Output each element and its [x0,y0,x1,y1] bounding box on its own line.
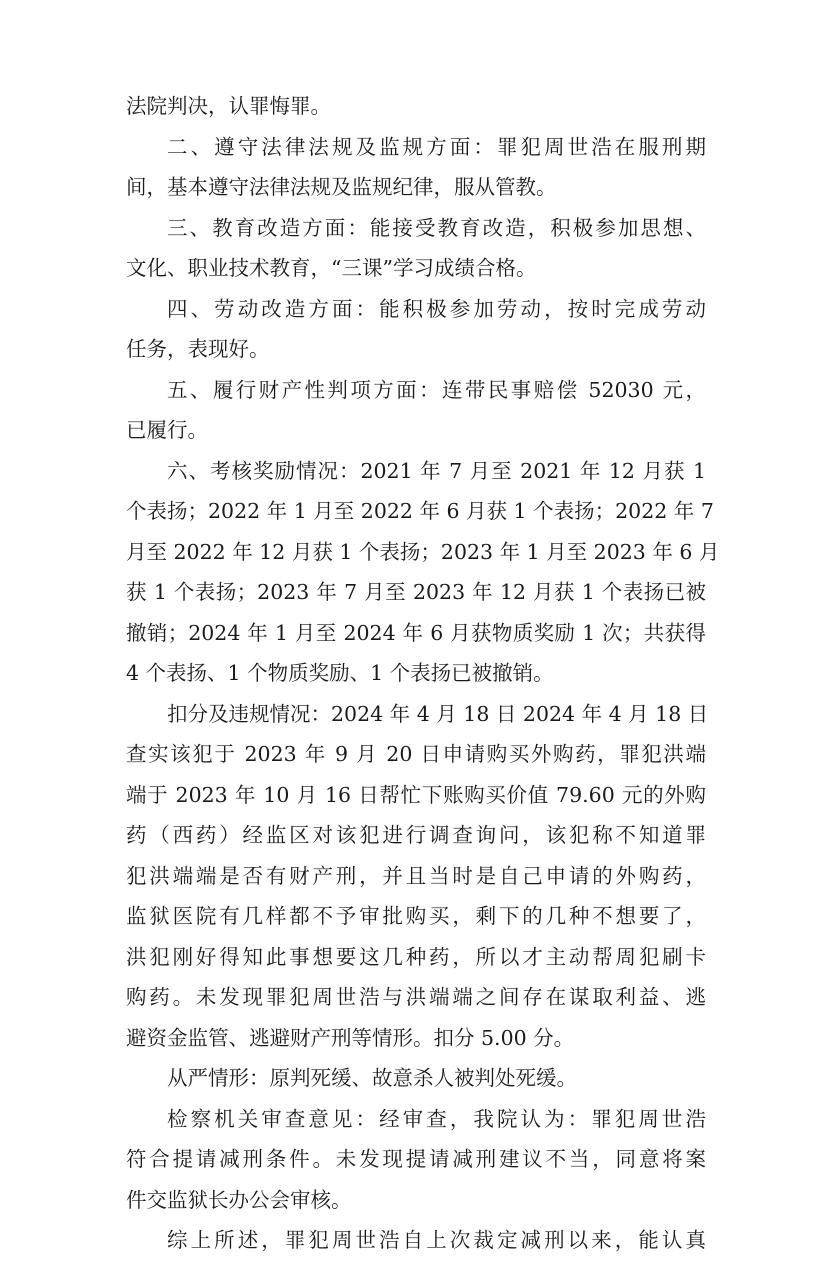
text-line: 避资金监管、逃避财产刑等情形。扣分 5.00 分。 [126,1025,575,1050]
text-line: 三、教育改造方面：能接受教育改造，积极参加思想、 [167,215,706,240]
text-line: 获 1 个表扬；2023 年 7 月至 2023 年 12 月获 1 个表扬已被 [126,580,706,604]
text-line: 六、考核奖励情况：2021 年 7 月至 2021 年 12 月获 1 [167,458,706,483]
text-line: 购药。未发现罪犯周世浩与洪端端之间存在谋取利益、逃 [126,985,706,1009]
text-line: 件交监狱长办公会审核。 [126,1187,352,1212]
text-line: 洪犯刚好得知此事想要这几种药，所以才主动帮周犯刷卡 [126,944,706,969]
text-line: 任务，表现好。 [126,337,270,361]
text-line: 撤销；2024 年 1 月至 2024 年 6 月获物质奖励 1 次；共获得 [126,620,706,645]
text-line: 从严情形：原判死缓、故意杀人被判处死缓。 [167,1066,577,1090]
text-line: 文化、职业技术教育，“三课”学习成绩合格。 [126,256,537,280]
text-line: 个表扬；2022 年 1 月至 2022 年 6 月获 1 个表扬；2022 年 7 [126,499,714,523]
text-line: 犯洪端端是否有财产刑，并且当时是自己申请的外购药， [126,863,706,888]
text-line: 查实该犯于 2023 年 9 月 20 日申请购买外购药，罪犯洪端 [126,742,706,766]
text-line: 符合提请减刑条件。未发现提请减刑建议不当，同意将案 [126,1147,706,1171]
text-line: 扣分及违规情况：2024 年 4 月 18 日 2024 年 4 月 18 日 [167,701,709,726]
document-page [126,86,720,1261]
text-line: 二、遵守法律法规及监规方面：罪犯周世浩在服刑期 [167,134,706,159]
text-line: 综上所述，罪犯周世浩自上次裁定减刑以来，能认真 [167,1228,706,1252]
text-line: 月至 2022 年 12 月获 1 个表扬；2023 年 1 月至 2023 年 6 月 [126,539,720,564]
text-line: 检察机关审查意见：经审查，我院认为：罪犯周世浩 [167,1106,706,1131]
text-line: 端于 2023 年 10 月 16 日帮忙下账购买价值 79.60 元的外购 [126,782,706,807]
text-line: 药（西药）经监区对该犯进行调查询问，该犯称不知道罪 [126,823,706,847]
text-line: 法院判决，认罪悔罪。 [126,94,331,118]
text-line: 已履行。 [126,418,208,442]
text-line: 五、履行财产性判项方面：连带民事赔偿 52030 元， [167,377,706,402]
text-line: 四、劳动改造方面：能积极参加劳动，按时完成劳动 [167,296,706,321]
text-line: 间，基本遵守法律法规及监规纪律，服从管教。 [126,175,557,199]
text-line: 监狱医院有几样都不予审批购买，剩下的几种不想要了， [126,904,706,928]
text-line: 4 个表扬、1 个物质奖励、1 个表扬已被撤销。 [126,661,554,685]
